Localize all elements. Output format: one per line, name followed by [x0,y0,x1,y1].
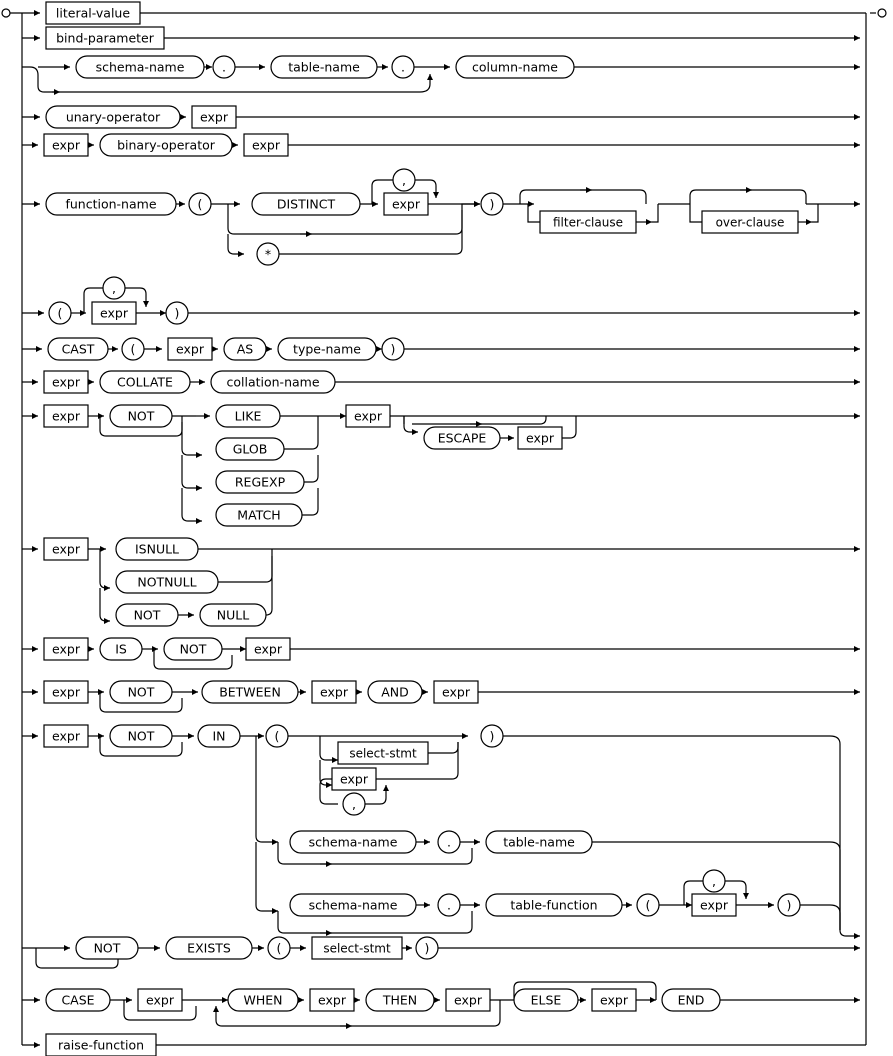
row-exists [22,937,860,968]
label-schema-name-in: schema-name [308,834,398,850]
label-collate: COLLATE [117,374,173,390]
label-lparen-cast: ( [130,341,136,357]
label-glob: GLOB [232,441,268,457]
row-in [22,725,860,936]
label-expr-unary: expr [200,109,228,125]
label-and: AND [381,684,409,700]
label-select-stmt-exists: select-stmt [323,941,391,956]
label-expr-isnull: expr [52,541,80,557]
end-terminal [878,9,886,17]
label-rparen-tf: ) [786,897,792,913]
label-select-stmt-in: select-stmt [349,746,417,761]
label-distinct: DISTINCT [276,196,336,212]
row-case [22,982,860,1026]
label-dot-in: . [447,834,451,850]
label-literal-value: literal-value [55,5,131,21]
row-between [22,681,860,712]
label-star: * [264,246,272,262]
label-dot-fn-in: . [447,897,451,913]
label-end: END [677,992,705,1008]
label-regexp: REGEXP [234,474,286,490]
row-column-reference [22,56,860,92]
label-match: MATCH [237,507,281,523]
label-unary-operator: unary-operator [65,109,161,125]
row-is [22,638,860,669]
label-lparen-list: ( [57,305,63,321]
label-rparen-in: ) [489,728,495,744]
label-notnull: NOTNULL [137,574,197,590]
label-exists: EXISTS [187,940,231,956]
label-bind-parameter: bind-parameter [56,30,154,46]
label-expr-is-right: expr [254,641,282,657]
label-like: LIKE [234,408,262,424]
label-cast: CAST [61,341,95,357]
label-rparen-list: ) [174,305,180,321]
label-expr-in-list: expr [340,771,368,787]
label-lparen-in: ( [274,728,280,744]
label-expr-fnarg: expr [392,196,420,212]
label-filter-clause: filter-clause [552,215,624,230]
label-comma-tf: , [712,873,716,889]
label-raise-function: raise-function [57,1037,145,1053]
label-as: AS [236,341,254,357]
label-escape: ESCAPE [437,430,487,446]
label-comma-fn: , [402,172,406,188]
label-expr-then: expr [454,992,482,1008]
label-table-name: table-name [288,59,360,75]
label-expr-is-left: expr [52,641,80,657]
label-null: NULL [216,607,250,623]
label-expr-binary-left: expr [52,137,80,153]
label-expr-like-left: expr [52,408,80,424]
label-not-exists: NOT [93,940,121,956]
label-dot-1: . [222,59,226,75]
label-not-null: NOT [133,607,161,623]
label-expr-list-item: expr [100,305,128,321]
label-schema-name-fn-in: schema-name [308,897,398,913]
label-not-between: NOT [127,684,155,700]
label-not-like: NOT [127,408,155,424]
label-expr-when: expr [318,992,346,1008]
label-type-name: type-name [293,341,361,357]
label-else: ELSE [530,992,562,1008]
label-rparen-exists: ) [424,940,430,956]
label-rparen-fn: ) [489,196,495,212]
label-schema-name: schema-name [95,59,185,75]
label-table-function-in: table-function [510,897,598,913]
label-expr-cast: expr [176,341,204,357]
label-expr-collate: expr [52,374,80,390]
label-not-is: NOT [179,641,207,657]
label-expr-between-lo: expr [320,684,348,700]
row-literal-value [2,2,886,1045]
row-function-call [22,169,860,265]
row-like-glob-regexp-match [22,405,860,526]
row-unary-operator [22,106,860,128]
label-lparen-exists: ( [276,940,282,956]
label-not-in: NOT [127,728,155,744]
label-expr-binary-right: expr [252,137,280,153]
label-when: WHEN [243,992,283,1008]
row-paren-expr-list [22,277,860,324]
label-is: IS [115,641,127,657]
label-over-clause: over-clause [715,215,785,230]
label-lparen-fn: ( [197,196,203,212]
label-comma-list: , [112,280,116,296]
label-expr-case: expr [146,992,174,1008]
label-table-name-in: table-name [503,834,575,850]
row-cast [22,338,860,360]
label-lparen-tf: ( [645,897,651,913]
label-binary-operator: binary-operator [117,137,215,153]
label-expr-escape: expr [526,430,554,446]
label-dot-2: . [401,59,405,75]
label-expr-else: expr [600,992,628,1008]
label-comma-in: , [352,796,356,812]
label-expr-tf: expr [700,897,728,913]
row-bind-parameter [22,27,860,49]
start-terminal [2,9,10,17]
row-collate [22,371,860,393]
label-isnull: ISNULL [134,541,180,557]
row-raise-function [22,1034,866,1056]
label-expr-like-right: expr [354,408,382,424]
label-column-name: column-name [472,59,558,75]
label-expr-between-hi: expr [442,684,470,700]
label-rparen-cast: ) [390,341,396,357]
label-between: BETWEEN [219,684,281,700]
row-isnull [22,538,860,626]
label-collation-name: collation-name [226,374,320,390]
label-function-name: function-name [65,196,157,212]
label-expr-in: expr [52,728,80,744]
label-in: IN [212,728,226,744]
label-case: CASE [61,992,95,1008]
row-binary-operator [22,134,860,156]
label-expr-between-left: expr [52,684,80,700]
label-then: THEN [382,992,418,1008]
